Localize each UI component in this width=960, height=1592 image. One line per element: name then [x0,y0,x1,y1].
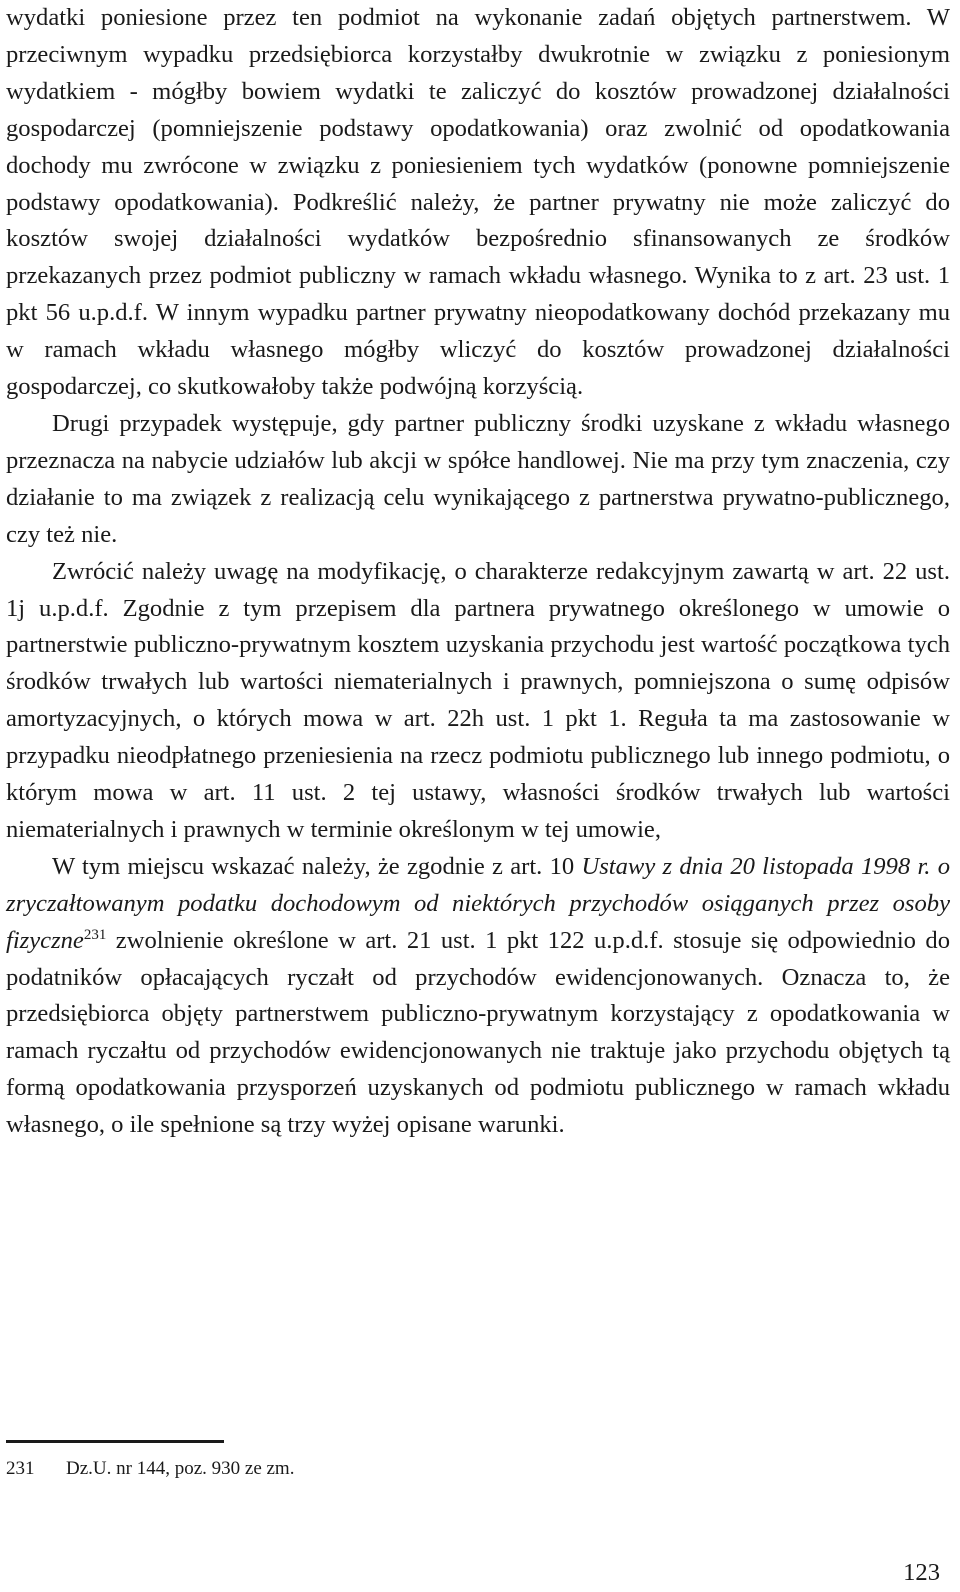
footnote-text: Dz.U. nr 144, poz. 930 ze zm. [66,1458,295,1479]
footnote-separator [6,1440,224,1443]
footnote [6,1456,906,1482]
text-segment: Drugi przypadek występuje, gdy partner publiczny środki uzyskane z wkładu własnego przeznacza na nabycie udziałów lub akcji w spółce handlowej. Nie ma przy tym znaczenia, czy działanie to ma związek z realizacją celu wynikającego z partnerstwa prywatno-publicznego, czy też nie. [6,409,950,548]
footnote-reference: 231 [83,926,107,943]
text-segment: zwolnienie określone w art. 21 ust. 1 pkt 122 u.p.d.f. stosuje się odpowiednio do podatników opłacających ryczałt od przychodów ewidencjonowanych. Oznacza to, że przedsiębiorca objęty partnerstwem publiczno-prywatnym korzystający z opodatkowania w ramach ryczałtu od przychodów ewidencjonowanych nie traktuje jako przychodu objętych tą formą opodatkowania przysporzeń uzyskanych od podmiotu publicznego w ramach wkładu własnego, o ile spełnione są trzy wyżej opisane warunki. [6,926,950,1139]
paragraph [6,554,950,849]
body-text [6,0,950,1144]
text-segment: W tym miejscu wskazać należy, że zgodnie z art. 10 [52,852,582,880]
page-number: 123 [903,1559,940,1586]
italic-title: Ustawy z dnia 20 listopada 1998 r. o zryczałtowanym podatku dochodowym od niektórych przychodów osiąganych przez osoby fizyczne [6,852,950,954]
text-segment: Zwrócić należy uwagę na modyfikację, o charakterze redakcyjnym zawartą w art. 22 ust. 1j u.p.d.f. Zgodnie z tym przepisem dla partnera prywatnego określonego w umowie o partnerstwie publiczno-prywatnym kosztem uzyskania przychodu jest wartość początkowa tych środków trwałych lub wartości niematerialnych i prawnych, pomniejszona o sumę odpisów amortyzacyjnych, o których mowa w art. 22h ust. 1 pkt 1. Reguła ta ma zastosowanie w przypadku nieodpłatnego przeniesienia na rzecz podmiotu publicznego lub innego podmiotu, o którym mowa w art. 11 ust. 2 tej ustawy, własności środków trwałych lub wartości niematerialnych i prawnych w terminie określonym w tej umowie, [6,557,950,843]
paragraph [6,406,950,554]
paragraph [6,849,950,1144]
footnote-number: 231 [6,1458,35,1479]
text-segment: wydatki poniesione przez ten podmiot na wykonanie zadań objętych partnerstwem. W przeciwnym wypadku przedsiębiorca korzystałby dwukrotnie w związku z poniesionym wydatkiem - mógłby bowiem wydatki te zaliczyć do kosztów prowadzonej działalności gospodarczej (pomniejszenie podstawy opodatkowania) oraz zwolnić od opodatkowania dochody mu zwrócone w związku z poniesieniem tych wydatków (ponowne pomniejszenie podstawy opodatkowania). Podkreślić należy, że partner prywatny nie może zaliczyć do kosztów swojej działalności wydatków bezpośrednio sfinansowanych ze środków przekazanych przez podmiot publiczny w ramach wkładu własnego. Wynika to z art. 23 ust. 1 pkt 56 u.p.d.f. W innym wypadku partner prywatny nieopodatkowany dochód przekazany mu w ramach wkładu własnego mógłby wliczyć do kosztów prowadzonej działalności gospodarczej, co skutkowałoby także podwójną korzyścią. [6,4,950,401]
paragraph [6,0,950,406]
